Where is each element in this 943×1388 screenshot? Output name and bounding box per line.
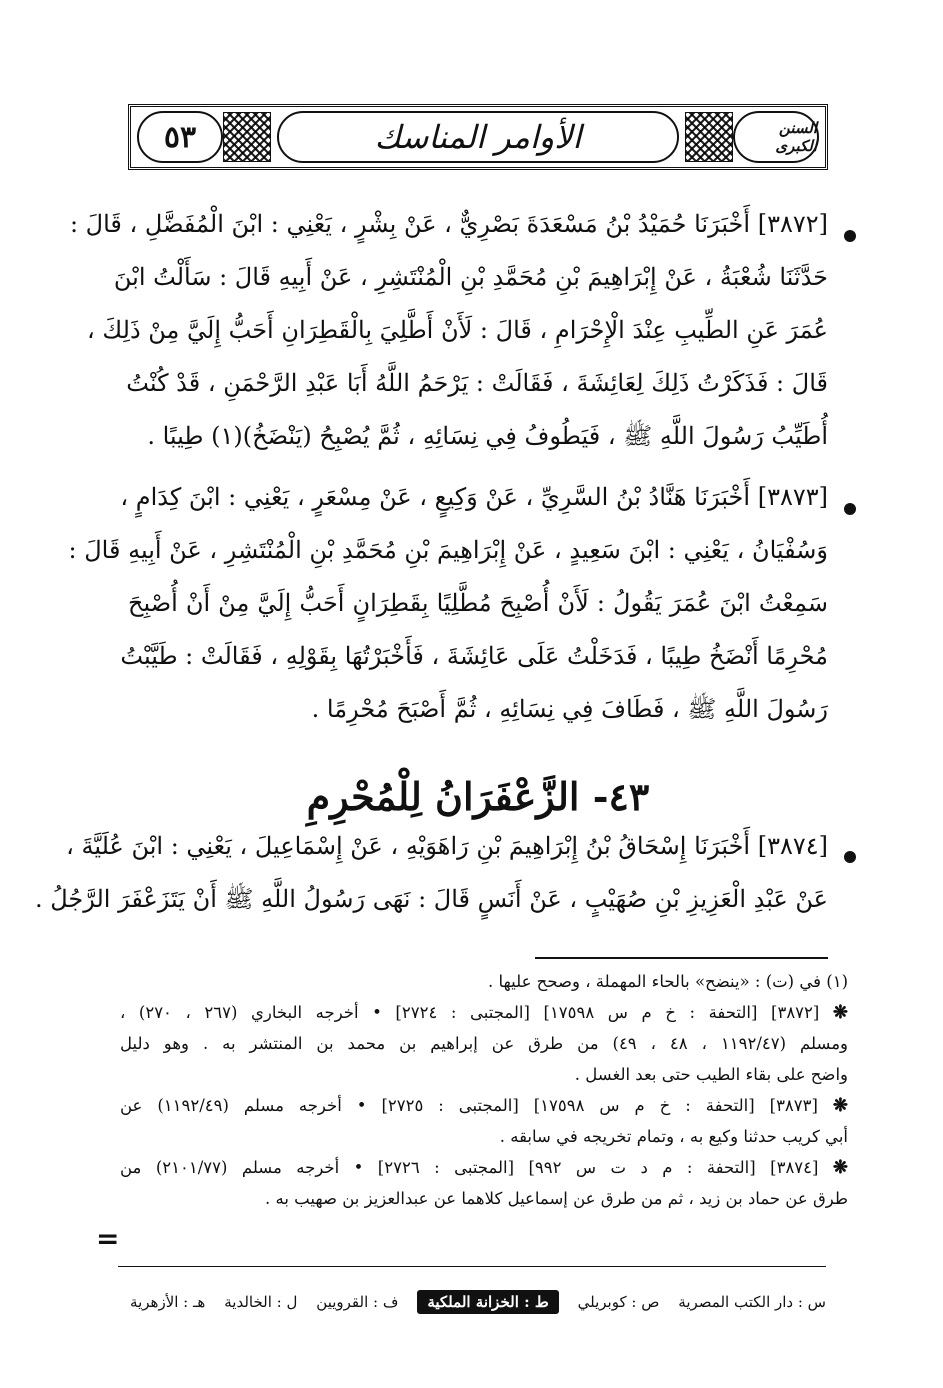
asterisk-icon: ❋ [832, 1157, 848, 1178]
hadith-bullet [844, 230, 856, 242]
page-number: ٥٣ [163, 119, 197, 155]
text-line: عَنْ عَبْدِ الْعَزِيزِ بْنِ صُهَيْبٍ ، عَنْ أَنَسٍ قَالَ : نَهَى رَسُولُ اللَّهِ ﷺ أَنْ يَتَزَعْفَرَ الرَّجُلُ . [34, 885, 828, 913]
header-banner [128, 104, 828, 170]
footnote-ref-3872-line1: ❋ [٣٨٧٢] [التحفة : خ م س ١٧٥٩٨] [المجتبى : ٢٧٢٤] • أخرجه البخاري (٢٦٧ ، ٢٧٠) ، [120, 1002, 848, 1023]
footnote-ref-3873-line2: أبي كريب حدثنا وكيع به ، وتمام تخريجه في سابقه . [499, 1127, 848, 1146]
footnote-ref-3873-line1: ❋ [٣٨٧٣] [التحفة : خ م س ١٧٥٩٨] [المجتبى : ٢٧٢٥] • أخرجه مسلم (١١٩٢/٤٩) عن [120, 1095, 848, 1116]
text-line: قَالَ : فَذَكَرْتُ ذَلِكَ لِعَائِشَةَ ، فَقَالَتْ : يَرْحَمُ اللَّهُ أَبَا عَبْدِ الرَّحْمَنِ ، قَدْ كُنْتُ [126, 369, 828, 397]
footnotes [120, 966, 848, 1214]
continuation-mark: = [96, 1222, 120, 1255]
legend-ha: هـ : الأزهرية [130, 1293, 206, 1311]
ornament-tile-right [685, 112, 733, 162]
text-line: عُمَرَ عَنِ الطِّيبِ عِنْدَ الْإِحْرَامِ ، قَالَ : لَأَنْ أَطَّلِيَ بِالْقَطِرَانِ أَحَبُّ إِلَيَّ مِنْ ذَلِكَ ، [87, 316, 828, 344]
hadith-bullet [844, 503, 856, 515]
legend-fa: ف : القرويين [316, 1293, 399, 1311]
hadith-bullet [844, 851, 856, 863]
text-line: [٣٨٧٤] أَخْبَرَنَا إِسْحَاقُ بْنُ إِبْرَاهِيمَ بْنِ رَاهَوَيْهِ ، عَنْ إِسْمَاعِيلَ ، يَعْنِي : ابْنَ عُلَيَّةَ ، [66, 832, 828, 860]
legend-s: س : دار الكتب المصرية [678, 1293, 826, 1311]
series-logo: السنن الكبرى [775, 119, 817, 155]
footnote-1: (١) في (ت) : «ينضح» بالحاء المهملة ، وصحح عليها . [488, 972, 848, 991]
logo-cartouche [733, 111, 819, 163]
legend-sad: ص : كوبريلي [577, 1293, 660, 1311]
text-line: [٣٨٧٣] أَخْبَرَنَا هَنَّادُ بْنُ السَّرِيِّ ، عَنْ وَكِيعٍ ، عَنْ مِسْعَرٍ ، يَعْنِي : ابْنَ كِدَامٍ ، [120, 483, 828, 511]
text-line: أُطَيِّبُ رَسُولَ اللَّهِ ﷺ ، فَيَطُوفُ فِي نِسَائِهِ ، ثُمَّ يُصْبِحُ (يَنْضَخُ)(١) طِيبًا . [147, 422, 828, 450]
hadith-3872 [69, 198, 828, 463]
hadith-3873 [68, 471, 828, 736]
title-cartouche [277, 111, 679, 163]
legend-lam: ل : الخالدية [224, 1293, 298, 1311]
hadith-3874 [34, 820, 828, 926]
asterisk-icon: ❋ [832, 1095, 848, 1116]
footnote-ref-3872-line3: واضح على بقاء الطيب حتى بعد الغسل . [574, 1065, 848, 1084]
manuscript-legend [130, 1290, 826, 1314]
text-line: رَسُولَ اللَّهِ ﷺ ، فَطَافَ فِي نِسَائِهِ ، ثُمَّ أَصْبَحَ مُحْرِمًا . [311, 695, 828, 723]
legend-ta-highlight: ط : الخزانة الملكية [417, 1290, 558, 1314]
footnote-separator [535, 957, 828, 959]
text-line: حَدَّثَنَا شُعْبَةُ ، عَنْ إِبْرَاهِيمَ بْنِ مُحَمَّدِ بْنِ الْمُنْتَشِرِ ، عَنْ أَبِيهِ قَالَ : سَأَلْتُ ابْنَ [113, 263, 828, 291]
footnote-ref-3874-line1: ❋ [٣٨٧٤] [التحفة : م د ت س ٩٩٢] [المجتبى : ٢٧٢٦] • أخرجه مسلم (٢١٠١/٧٧) من [120, 1157, 848, 1178]
text-line: سَمِعْتُ ابْنَ عُمَرَ يَقُولُ : لَأَنْ أُصْبِحَ مُطَّلِيًا بِقَطِرَانٍ أَحَبُّ إِلَيَّ مِنْ أَنْ أُصْبِحَ [128, 589, 828, 617]
book-title: الأوامر المناسك [374, 118, 582, 156]
footnote-ref-3874-line2: طرق عن حماد بن زيد ، ثم من طرق عن إسماعيل كلاهما عن عبدالعزيز بن صهيب به . [265, 1189, 848, 1208]
footnote-ref-3872-line2: ومسلم (١١٩٢/٤٧ ، ٤٨ ، ٤٩) من طرق عن إبراهيم بن محمد بن المنتشر به . وهو دليل [120, 1034, 849, 1053]
ornament-tile-left [223, 112, 271, 162]
legend-separator [118, 1266, 826, 1267]
asterisk-icon: ❋ [832, 1002, 848, 1023]
text-line: مُحْرِمًا أَنْضَخُ طِيبًا ، فَدَخَلْتُ عَلَى عَائِشَةَ ، فَأَخْبَرْتُهَا بِقَوْلِهِ ، فَقَالَتْ : طَيَّبْتُ [120, 642, 828, 670]
text-line: [٣٨٧٢] أَخْبَرَنَا حُمَيْدُ بْنُ مَسْعَدَةَ بَصْرِيٌّ ، عَنْ بِشْرٍ ، يَعْنِي : ابْنَ الْمُفَضَّلِ ، قَالَ : [69, 210, 828, 238]
page-number-cartouche [137, 111, 223, 163]
section-heading: ٤٣- الزَّعْفَرَانُ لِلْمُحْرِمِ [306, 774, 650, 819]
text-line: وَسُفْيَانُ ، يَعْنِي : ابْنَ سَعِيدٍ ، عَنْ إِبْرَاهِيمَ بْنِ مُحَمَّدِ بْنِ الْمُنْتَشِرِ ، عَنْ أَبِيهِ قَالَ : [68, 536, 828, 564]
